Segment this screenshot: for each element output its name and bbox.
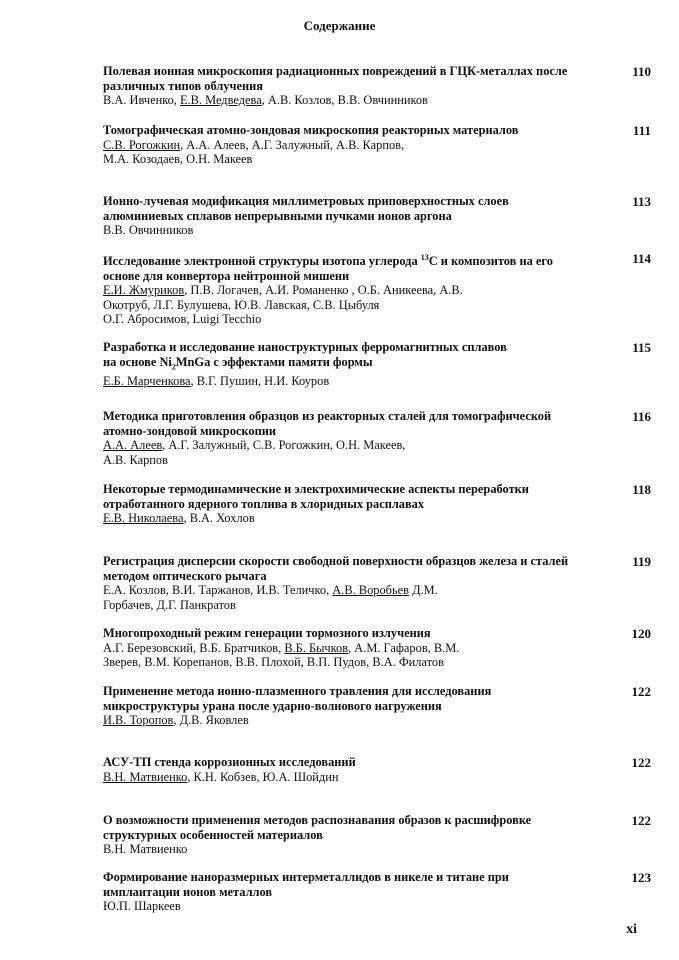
toc-entry-authors: Е.Б. Марченкова, В.Г. Пушин, Н.И. Коуров [103,374,330,389]
toc-entry-title: Некоторые термодинамические и электрохимические аспекты переработки отработанного ядерного топлива в хлоридных расплавах [103,482,529,511]
toc-entry-title: Ионно-лучевая модификация миллиметровых приповерхностных слоев алюминиевых сплавов непрерывными пучками ионов аргона [103,194,509,223]
toc-entry-title: Исследование электронной структуры изотопа углерода $^{13}$С и композитов на его основе для конвертора нейтронной мишени [103,253,553,283]
toc-entry[interactable] [103,813,573,857]
toc-entry-authors: И.В. Торопов, Д.В. Яковлев [103,713,249,727]
toc-entry-authors: Ю.П. Шаркеев [103,899,181,913]
toc-entry-title: АСУ-ТП стенда коррозионных исследований [103,755,356,769]
toc-entry[interactable] [103,482,573,526]
toc-page-number[interactable]: 122 [631,684,651,699]
toc-entry-authors: Зверев, В.М. Корепанов, В.В. Плохой, В.П. Пудов, В.А. Филатов [103,655,444,669]
toc-entry-authors: В.Н. Матвиенко, К.Н. Кобзев, Ю.А. Шойдин [103,769,339,784]
toc-entry[interactable] [103,340,573,389]
toc-entry-title: Полевая ионная микроскопия радиационных повреждений в ГЦК-металлах после различных типов облучения [103,64,568,93]
toc-page-number[interactable]: 116 [632,409,651,424]
toc-entry-authors: Е.А. Козлов, В.И. Таржанов, И.В. Теличко, А.В. Воробьев Д.М. [103,583,438,597]
toc-entry-title: Регистрация дисперсии скорости свободной поверхности образцов железа и сталей методом оптического рычага [103,554,569,583]
toc-entry-title: на основе $Ni_2MnGa$ с эффектами памяти формы [103,354,373,371]
toc-entry-authors: А.А. Алеев, А.Г. Залужный, С.В. Рогожкин, О.Н. Макеев, [103,438,406,452]
toc-entry[interactable] [103,684,573,728]
toc-page-number[interactable]: 119 [632,554,651,569]
toc-entry-title: О возможности применения методов распознавания образов к расшифровке структурных особенностей материалов [103,813,532,842]
toc-entry-authors: Е.В. Николаева, В.А. Хохлов [103,511,255,525]
toc-entry-authors: М.А. Козодаев, О.Н. Макеев [103,152,253,166]
toc-entry[interactable] [103,554,573,612]
page-footer-number: xi [626,922,637,937]
toc-page-number[interactable]: 123 [631,870,651,885]
toc-page-number[interactable]: 115 [632,340,651,355]
toc-entry-authors: С.В. Рогожкин, А.А. Алеев, А.Г. Залужный, А.В. Карпов, [103,137,405,152]
toc-page-number[interactable]: 120 [631,626,651,641]
toc-entry-title: Методика приготовления образцов из реакторных сталей для томографической атомно-зондовой микроскопии [103,409,552,438]
toc-entry[interactable] [103,755,573,784]
toc-page-number[interactable]: 122 [631,755,651,770]
toc-entry-title: Применение метода ионно-плазменного травления для исследования микроструктуры урана после ударно-волнового нагружения [103,684,492,713]
toc-page-number[interactable]: 110 [632,64,651,79]
toc-entry[interactable] [103,870,573,914]
toc-page-number[interactable]: 118 [632,482,651,497]
toc-entry-authors: А.Г. Березовский, В.Б. Братчиков, В.Б. Бычков, А.М. Гафаров, В.М. [103,640,460,655]
toc-entry-authors: В.А. Ивченко, Е.В. Медведева, А.В. Козлов, В.В. Овчинников [103,93,428,107]
toc-entry[interactable] [103,194,573,238]
toc-entry-authors: Е.И. Жмуриков, П.В. Логачев, А.И. Романенко , О.Б. Аникеева, А.В. [103,283,463,298]
toc-entry-title: Томографическая атомно-зондовая микроскопия реакторных материалов [103,123,519,137]
toc-entry[interactable] [103,409,573,467]
toc-page-number[interactable]: 113 [632,194,651,209]
toc-entry-authors: Горбачев, Д.Г. Панкратов [103,597,236,612]
toc-entry[interactable] [103,123,573,167]
toc-entry[interactable] [103,626,573,670]
toc-entry[interactable] [103,64,573,108]
toc-page-number[interactable]: 122 [631,813,651,828]
toc-entry-authors: В.В. Овчинников [103,223,194,237]
toc-entry-authors: О.Г. Абросимов, Luigi Tecchio [103,312,262,327]
toc-entry-title: Разработка и исследование наноструктурных ферромагнитных сплавов [103,340,507,354]
toc-entry[interactable] [103,251,573,327]
toc-entry-authors: В.Н. Матвиенко [103,842,188,856]
toc-entry-authors: А.В. Карпов [103,452,168,467]
toc-entry-authors: Окотруб, Л.Г. Булушева, Ю.В. Лавская, С.В. Цыбуля [103,297,380,312]
toc-page-number[interactable]: 111 [632,123,651,138]
toc-page-number[interactable]: 114 [632,251,651,266]
page-title: Содержание [303,18,376,33]
toc-entry-title: Формирование наноразмерных интерметаллидов в никеле и титане при имплантации ионов металлов [103,870,509,899]
toc-entry-title: Многопроходный режим генерации тормозного излучения [103,626,431,640]
